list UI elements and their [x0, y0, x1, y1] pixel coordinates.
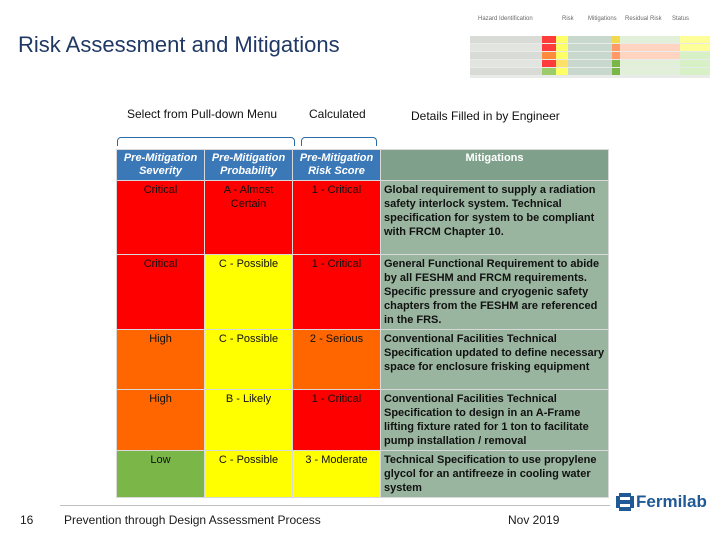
- engineer-hint: Details Filled in by Engineer: [411, 109, 560, 123]
- severity-cell[interactable]: High: [117, 330, 205, 390]
- spreadsheet-thumbnail: [470, 36, 710, 78]
- calculated-hint: Calculated: [309, 107, 366, 121]
- fermilab-logo-icon: [616, 493, 634, 511]
- probability-cell[interactable]: C - Possible: [205, 451, 293, 498]
- fermilab-logo: [616, 492, 707, 512]
- mitigation-cell[interactable]: Conventional Facilities Technical Specification to design in an A-Frame lifting fixture rated for 1 ton to facilitate pump installation / removal: [381, 390, 609, 451]
- risk-score-cell: 1 - Critical: [293, 390, 381, 451]
- slide-title: Risk Assessment and Mitigations: [18, 32, 340, 57]
- mitigation-cell[interactable]: Conventional Facilities Technical Specification updated to define necessary space for enclosure frisking equipment: [381, 330, 609, 390]
- footer-subtitle: Prevention through Design Assessment Process: [64, 513, 321, 527]
- thumb-header-hazard: Hazard Identification: [478, 16, 533, 22]
- table-row: [117, 390, 609, 451]
- thumb-header-mitigations: Mitigations: [588, 16, 617, 22]
- footer-divider: [60, 505, 610, 506]
- probability-cell[interactable]: C - Possible: [205, 255, 293, 330]
- calculated-bracket: [301, 137, 377, 146]
- table-row: [117, 255, 609, 330]
- probability-cell[interactable]: B - Likely: [205, 390, 293, 451]
- severity-cell[interactable]: Critical: [117, 181, 205, 255]
- select-bracket: [117, 137, 295, 146]
- probability-cell[interactable]: C - Possible: [205, 330, 293, 390]
- header-mitigations: Mitigations: [381, 150, 609, 181]
- fermilab-logo-text: Fermilab: [636, 492, 707, 511]
- table-row: [117, 181, 609, 255]
- header-severity: Pre-Mitigation Severity: [117, 150, 205, 181]
- thumbnail-headers: [470, 16, 710, 26]
- mitigation-cell[interactable]: Technical Specification to use propylene glycol for an antifreeze in cooling water system: [381, 451, 609, 498]
- risk-score-cell: 3 - Moderate: [293, 451, 381, 498]
- footer-date: Nov 2019: [508, 513, 560, 527]
- risk-score-cell: 1 - Critical: [293, 255, 381, 330]
- mitigation-cell[interactable]: General Functional Requirement to abide by all FESHM and FRCM requirements. Specific pressure and cryogenic safety chapters from the FESHM are referenced in the FRS.: [381, 255, 609, 330]
- select-hint: Select from Pull-down Menu: [127, 107, 278, 121]
- severity-cell[interactable]: Critical: [117, 255, 205, 330]
- table-row: [117, 330, 609, 390]
- risk-score-cell: 1 - Critical: [293, 181, 381, 255]
- header-probability: Pre-Mitigation Probability: [205, 150, 293, 181]
- mitigation-cell[interactable]: Global requirement to supply a radiation safety interlock system. Technical specification for system to be compliant with FRCM Chapter 10.: [381, 181, 609, 255]
- risk-table: [116, 149, 609, 498]
- thumb-header-risk: Risk: [562, 16, 574, 22]
- severity-cell[interactable]: High: [117, 390, 205, 451]
- severity-cell[interactable]: Low: [117, 451, 205, 498]
- page-number: 16: [20, 513, 34, 527]
- thumb-header-status: Status: [672, 16, 690, 22]
- probability-cell[interactable]: A - Almost Certain: [205, 181, 293, 255]
- table-row: [117, 451, 609, 498]
- header-risk-score: Pre-Mitigation Risk Score: [293, 150, 381, 181]
- thumb-header-residual: Residual Risk: [625, 16, 662, 22]
- risk-score-cell: 2 - Serious: [293, 330, 381, 390]
